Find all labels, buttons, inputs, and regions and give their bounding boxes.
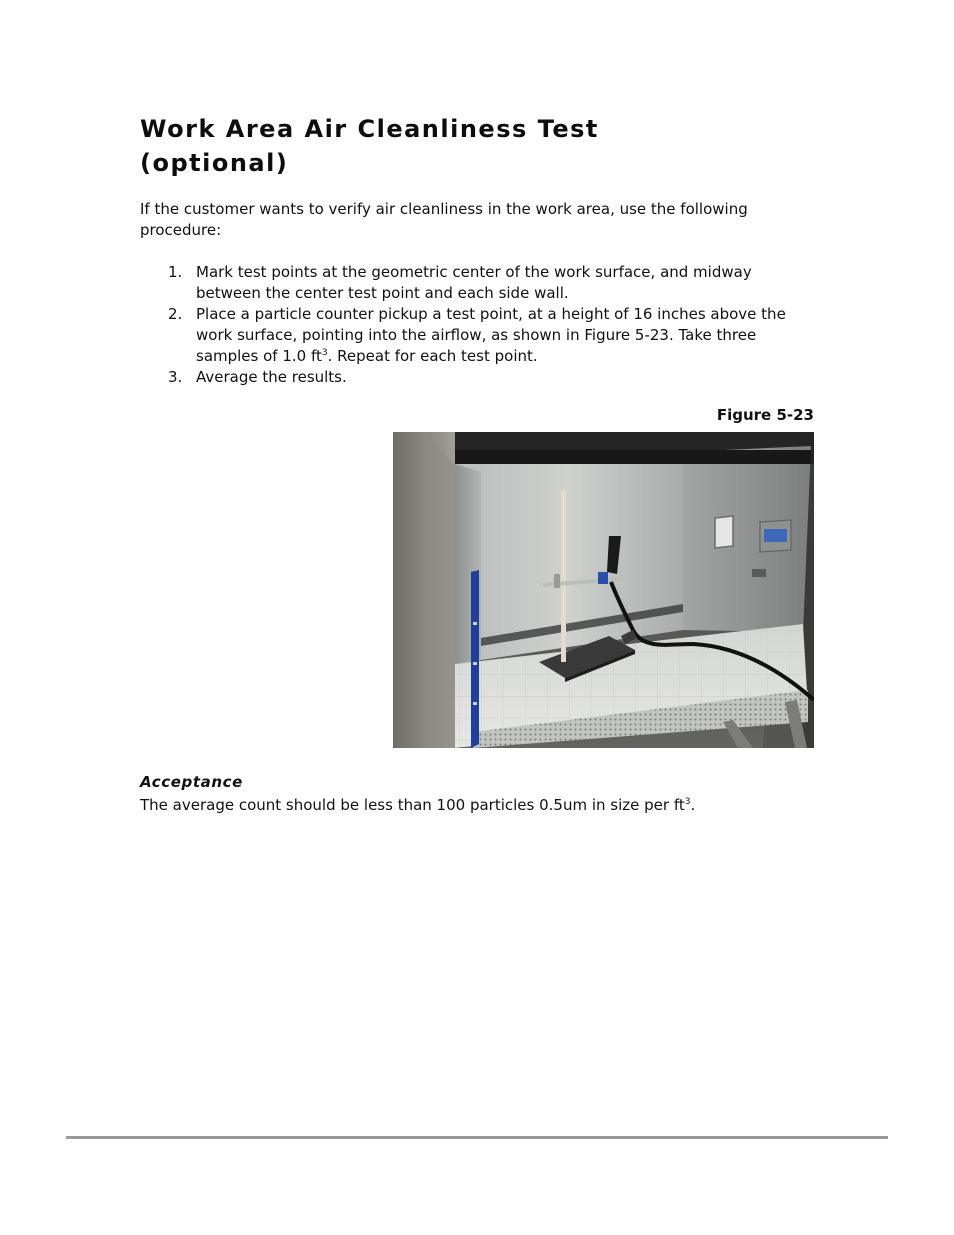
step-text	[196, 305, 786, 365]
step-text-part: . Repeat for each test point.	[327, 347, 538, 365]
acceptance-heading: Acceptance	[140, 773, 243, 791]
figure-caption: Figure 5-23	[716, 406, 814, 424]
superscript-exponent: 3	[684, 797, 691, 807]
acceptance-text	[140, 795, 840, 816]
probe-clamp	[598, 572, 608, 584]
page-title-line-1: Work Area Air Cleanliness Test	[140, 115, 599, 143]
biosafety-cabinet-photo	[393, 432, 814, 748]
page-title	[140, 112, 780, 180]
step-text: Average the results.	[196, 368, 347, 386]
acceptance-text-part: The average count should be less than 100 particles 0.5um in size per ft	[140, 796, 685, 814]
acceptance-text-part: .	[690, 796, 696, 814]
intro-paragraph: If the customer wants to verify air cleanliness in the work area, use the following procedure:	[140, 200, 748, 239]
page-title-line-2: (optional)	[140, 149, 289, 177]
cabinet-brand-strip	[471, 570, 479, 748]
procedure-step	[168, 262, 808, 304]
superscript-exponent: 3	[321, 348, 328, 358]
footer-divider	[66, 1136, 888, 1139]
procedure-step	[168, 367, 808, 388]
procedure-step	[168, 304, 808, 367]
procedure-steps	[168, 262, 808, 388]
step-number: 2.	[168, 305, 183, 323]
step-text-part: Place a particle counter pickup a test point, at a height of 16 inches above the work surface, pointing into the airflow, as shown in Figure 5-23. Take three samples of 1.0 ft	[196, 305, 786, 365]
wall-placard	[715, 516, 733, 548]
stand-rod	[561, 490, 566, 662]
step-number: 3.	[168, 368, 183, 386]
step-number: 1.	[168, 263, 183, 281]
step-text: Mark test points at the geometric center of the work surface, and midway between the center test point and each side wall.	[196, 263, 752, 302]
control-display	[764, 529, 787, 542]
cabinet-right-wall	[683, 446, 811, 632]
